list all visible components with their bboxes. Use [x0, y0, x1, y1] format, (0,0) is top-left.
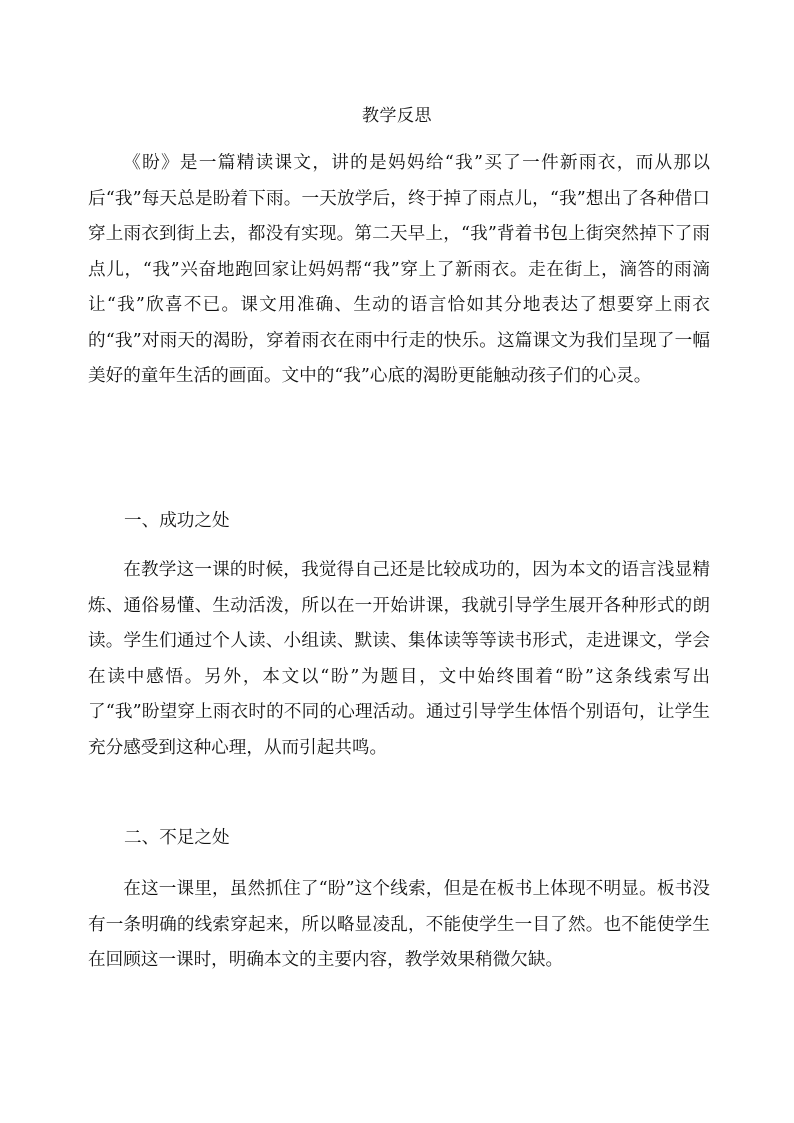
intro-paragraph: 《盼》是一篇精读课文，讲的是妈妈给“我”买了一件新雨衣，而从那以后“我”每天总是盼着下雨。一天放学后，终于掉了雨点儿，“我”想出了各种借口穿上雨衣到街上去，都没有实现。第二天早上，“我”背着书包上街突然掉下了雨点儿，“我”兴奋地跑回家让妈妈帮“我”穿上了新雨衣。走在街上，滴答的雨滴让“我”欣喜不已。课文用准确、生动的语言恰如其分地表达了想要穿上雨衣的“我”对雨天的渴盼，穿着雨衣在雨中行走的快乐。这篇课文为我们呈现了一幅美好的童年生活的画面。文中的“我”心底的渴盼更能触动孩子们的心灵。 [88, 153, 710, 386]
section-body-successes: 在教学这一课的时候，我觉得自己还是比较成功的，因为本文的语言浅显精炼、通俗易懂、生动活泼，所以在一开始讲课，我就引导学生展开各种形式的朗读。学生们通过个人读、小组读、默读、集体读等等读书形式，走进课文，学会在读中感悟。另外，本文以“盼”为题目，文中始终围着“盼”这条线索写出了“我”盼望穿上雨衣时的不同的心理活动。通过引导学生体悟个别语句，让学生充分感受到这种心理，从而引起共鸣。 [88, 560, 710, 758]
document-title: 教学反思 [362, 106, 432, 126]
section-body-shortcomings: 在这一课里，虽然抓住了“盼”这个线索，但是在板书上体现不明显。板书没有一条明确的线索穿起来，所以略显凌乱，不能使学生一目了然。也不能使学生在回顾这一课时，明确本文的主要内容，教学效果稍微欠缺。 [88, 879, 710, 970]
section-heading-successes: 一、成功之处 [124, 511, 230, 531]
section-heading-shortcomings: 二、不足之处 [124, 828, 230, 848]
